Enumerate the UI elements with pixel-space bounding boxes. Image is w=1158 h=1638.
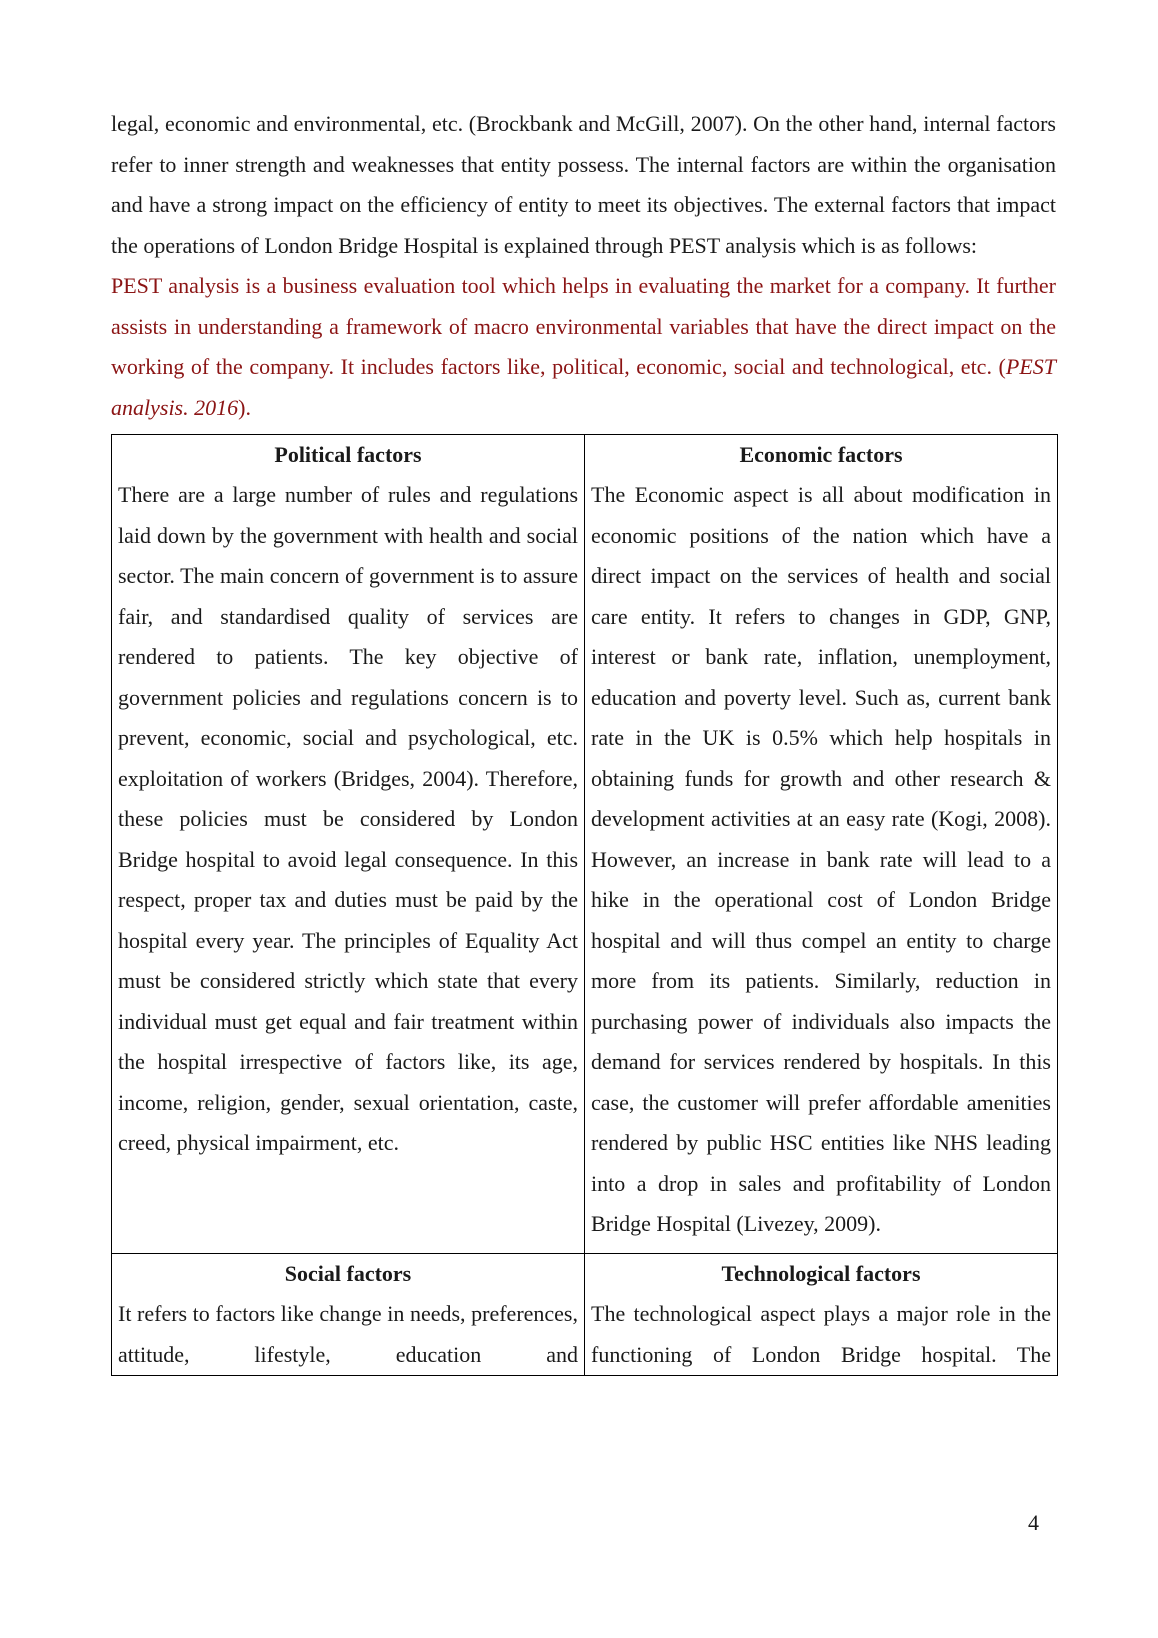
pest-table	[111, 434, 1058, 1376]
social-heading: Social factors	[284, 1261, 412, 1286]
social-body: It refers to factors like change in needs, preferences, attitude, lifestyle, education and	[118, 1301, 578, 1367]
document-page	[111, 104, 1056, 1376]
economic-cell	[585, 435, 1058, 1254]
pest-citation: PEST analysis. 2016	[111, 354, 1056, 420]
political-body: There are a large number of rules and regulations laid down by the government with health and social sector. The main concern of government is to assure fair, and standardised quality of services are rendered to patients. The key objective of government policies and regulations concern is to prevent, economic, social and psychological, etc. exploitation of workers (Bridges, 2004). Therefore, these policies must be considered by London Bridge hospital to avoid legal consequence. In this respect, proper tax and duties must be paid by the hospital every year. The principles of Equality Act must be considered strictly which state that every individual must get equal and fair treatment within the hospital irrespective of factors like, its age, income, religion, gender, sexual orientation, caste, creed, physical impairment, etc.	[118, 482, 578, 1155]
table-row	[112, 435, 1058, 1254]
pest-definition-text: PEST analysis is a business evaluation tool which helps in evaluating the market for a company. It further assists in understanding a framework of macro environmental variables that have the direct impact on the working of the company. It includes factors like, political, economic, social and technological, etc. (	[111, 273, 1056, 379]
page-number: 4	[1028, 1510, 1039, 1535]
intro-paragraph: legal, economic and environmental, etc. (Brockbank and McGill, 2007). On the other hand, internal factors refer to inner strength and weaknesses that entity possess. The internal factors are within the organisation and have a strong impact on the efficiency of entity to meet its objectives. The external factors that impact the operations of London Bridge Hospital is explained through PEST analysis which is as follows:	[111, 111, 1056, 258]
technological-cell	[585, 1254, 1058, 1376]
table-row	[112, 1254, 1058, 1376]
pest-definition-closing: ).	[238, 394, 251, 420]
economic-body: The Economic aspect is all about modification in economic positions of the nation which have a direct impact on the services of health and social care entity. It refers to changes in GDP, GNP, interest or bank rate, inflation, unemployment, education and poverty level. Such as, current bank rate in the UK is 0.5% which help hospitals in obtaining funds for growth and other research & development activities at an easy rate (Kogi, 2008). However, an increase in bank rate will lead to a hike in the operational cost of London Bridge hospital and will thus compel an entity to charge more from its patients. Similarly, reduction in purchasing power of individuals also impacts the demand for services rendered by hospitals. In this case, the customer will prefer affordable amenities rendered by public HSC entities like NHS leading into a drop in sales and profitability of London Bridge Hospital (Livezey, 2009).	[591, 482, 1051, 1236]
economic-heading: Economic factors	[739, 442, 903, 467]
technological-body: The technological aspect plays a major role in the functioning of London Bridge hospital. The	[591, 1301, 1051, 1367]
political-cell	[112, 435, 585, 1254]
social-cell	[112, 1254, 585, 1376]
political-heading: Political factors	[274, 442, 422, 467]
technological-heading: Technological factors	[721, 1261, 921, 1286]
pest-definition-paragraph	[111, 266, 1056, 428]
